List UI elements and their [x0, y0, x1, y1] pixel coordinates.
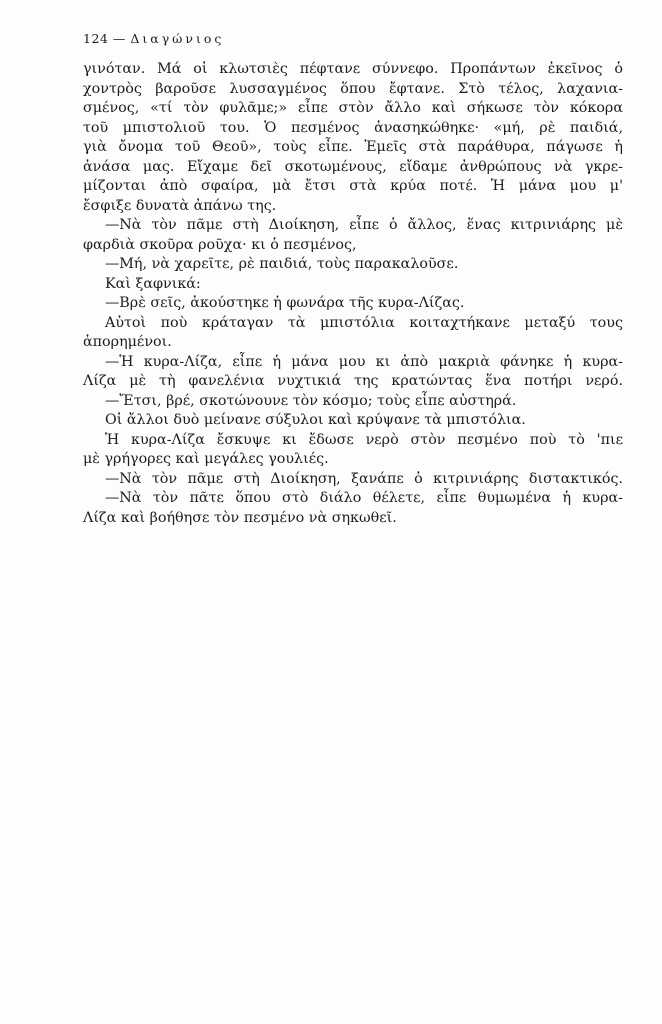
text-line: Λίζα μὲ τὴ φανελένια νυχτικιά της κρατώντας ἕνα ποτήρι νερό. — [83, 373, 623, 389]
text-line: Οἱ ἄλλοι δυὸ μείνανε σύξυλοι καὶ κρύψανε τὰ μπιστόλια. — [105, 412, 526, 428]
running-title: Διαγώνιος — [130, 31, 225, 46]
text-line: Αὐτοὶ ποὺ κράταγαν τὰ μπιστόλια κοιταχτήκανε μεταξύ τους — [105, 314, 623, 331]
text-line: Ἡ κυρα-Λίζα ἔσκυψε κι ἔδωσε νερὸ στὸν πεσμένο ποὺ τὸ 'πιε — [105, 431, 623, 448]
text-line: —Νὰ τὸν πᾶμε στὴ Διοίκηση, εἶπε ὁ ἄλλος, ἕνας κιτρινιάρης μὲ — [105, 217, 623, 233]
text-line: ἀπορημένοι. — [83, 334, 172, 350]
body-text — [83, 60, 623, 528]
text-line: —Νὰ τὸν πᾶτε ὅπου στὸ διάλο θέλετε, εἶπε θυμωμένα ἡ κυρα- — [105, 490, 623, 506]
text-line: —Νὰ τὸν πᾶμε στὴ Διοίκηση, ξανάπε ὁ κιτρινιάρης διστακτικός. — [105, 470, 623, 487]
text-line: τοῦ μπιστολιοῦ του. Ὁ πεσμένος ἀνασηκώθηκε· «μή, ρὲ παιδιά, — [83, 119, 623, 136]
text-line: γινόταν. Μά οἱ κλωτσιὲς πέφτανε σύννεφο. Προπάντων ἐκεῖνος ὁ — [83, 61, 623, 77]
text-line: —Μή, νὰ χαρεῖτε, ρὲ παιδιά, τοὺς παρακαλοῦσε. — [105, 256, 459, 272]
text-line: ἔσφιξε δυνατὰ ἀπάνω της. — [83, 197, 277, 214]
text-line: ἀνάσα μας. Εἴχαμε δεῖ σκοτωμένους, εἴδαμε ἀνθρώπους νὰ γκρε- — [83, 158, 623, 175]
text-line: φαρδιὰ σκοῦρα ροῦχα· κι ὁ πεσμένος, — [83, 236, 357, 253]
text-line: γιὰ ὄνομα τοῦ Θεοῦ», τοὺς εἶπε. Ἐμεῖς στὰ παράθυρα, πάγωσε ἡ — [83, 139, 623, 155]
text-line: —Ἡ κυρα-Λίζα, εἶπε ἡ μάνα μου κι ἀπὸ μακριὰ φάνηκε ἡ κυρα- — [105, 353, 623, 370]
text-line: μὲ γρήγορες καὶ μεγάλες γουλιές. — [83, 451, 329, 467]
header-dash: — — [112, 31, 126, 46]
text-line: —Βρὲ σεῖς, ἀκούστηκε ἡ φωνάρα τῆς κυρα-Λίζας. — [105, 295, 465, 311]
text-line: Λίζα καὶ βοήθησε τὸν πεσμένο νὰ σηκωθεῖ. — [83, 509, 397, 526]
text-line: χοντρὸς βαροῦσε λυσσαγμένος ὅπου ἔφτανε. Στὸ τέλος, λαχανια- — [83, 80, 623, 97]
text-line: Καὶ ξαφνικά: — [105, 275, 201, 292]
running-header — [83, 31, 224, 46]
page-number: 124 — [83, 31, 109, 46]
text-line: μίζονται ἀπὸ σφαίρα, μὰ ἔτσι στὰ κρύα ποτέ. Ἡ μάνα μου μ' — [83, 178, 623, 194]
text-line: σμένος, «τί τὸν φυλᾶμε;» εἶπε στὸν ἄλλο καὶ σήκωσε τὸν κόκορα — [83, 100, 623, 116]
text-line: —Ἔτσι, βρέ, σκοτώνουνε τὸν κόσμο; τοὺς εἶπε αὐστηρά. — [105, 392, 517, 409]
